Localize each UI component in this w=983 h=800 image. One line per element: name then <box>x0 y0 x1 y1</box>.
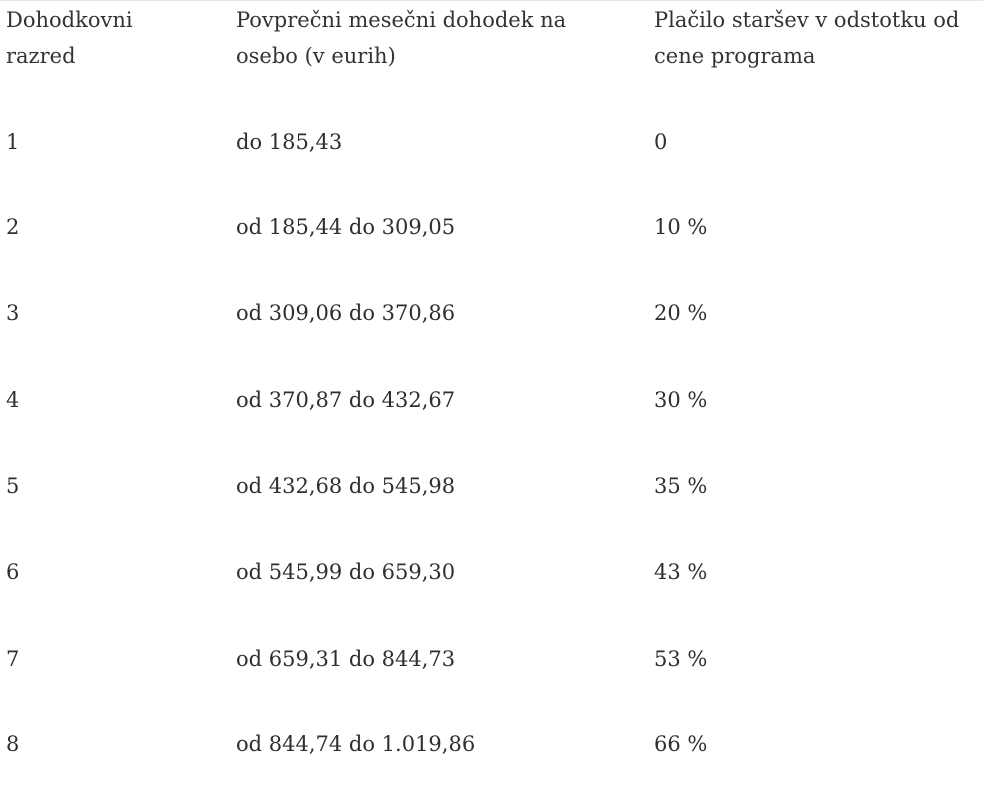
table-row <box>0 552 983 592</box>
cell-parent-payment: 35 % <box>654 474 708 498</box>
cell-average-income: do 185,43 <box>236 130 343 154</box>
cell-parent-payment: 43 % <box>654 560 708 584</box>
table-row <box>0 122 983 162</box>
cell-income-class: 7 <box>6 647 20 671</box>
cell-income-class: 1 <box>6 130 20 154</box>
table-row <box>0 724 983 764</box>
cell-income-class: 8 <box>6 732 20 756</box>
cell-average-income: od 309,06 do 370,86 <box>236 301 456 325</box>
cell-income-class: 3 <box>6 301 20 325</box>
cell-parent-payment: 53 % <box>654 647 708 671</box>
table-row <box>0 207 983 247</box>
cell-parent-payment: 66 % <box>654 732 708 756</box>
cell-income-class: 2 <box>6 215 20 239</box>
cell-average-income: od 185,44 do 309,05 <box>236 215 456 239</box>
table-row <box>0 380 983 420</box>
cell-parent-payment: 30 % <box>654 388 708 412</box>
cell-average-income: od 844,74 do 1.019,86 <box>236 732 476 756</box>
table-row <box>0 293 983 333</box>
cell-average-income: od 659,31 do 844,73 <box>236 647 456 671</box>
header-average-income: Povprečni mesečni dohodek na osebo (v eurih) <box>236 8 567 68</box>
top-divider <box>0 0 983 1</box>
cell-parent-payment: 10 % <box>654 215 708 239</box>
header-income-class: Dohodkovni razred <box>6 8 133 68</box>
header-parent-payment: Plačilo staršev v odstotku od cene programa <box>654 8 960 68</box>
table-row <box>0 639 983 679</box>
table-row <box>0 466 983 506</box>
cell-income-class: 5 <box>6 474 20 498</box>
table-header <box>0 2 983 82</box>
cell-average-income: od 370,87 do 432,67 <box>236 388 456 412</box>
cell-parent-payment: 0 <box>654 130 668 154</box>
cell-income-class: 6 <box>6 560 20 584</box>
cell-parent-payment: 20 % <box>654 301 708 325</box>
cell-average-income: od 432,68 do 545,98 <box>236 474 456 498</box>
cell-income-class: 4 <box>6 388 20 412</box>
cell-average-income: od 545,99 do 659,30 <box>236 560 456 584</box>
